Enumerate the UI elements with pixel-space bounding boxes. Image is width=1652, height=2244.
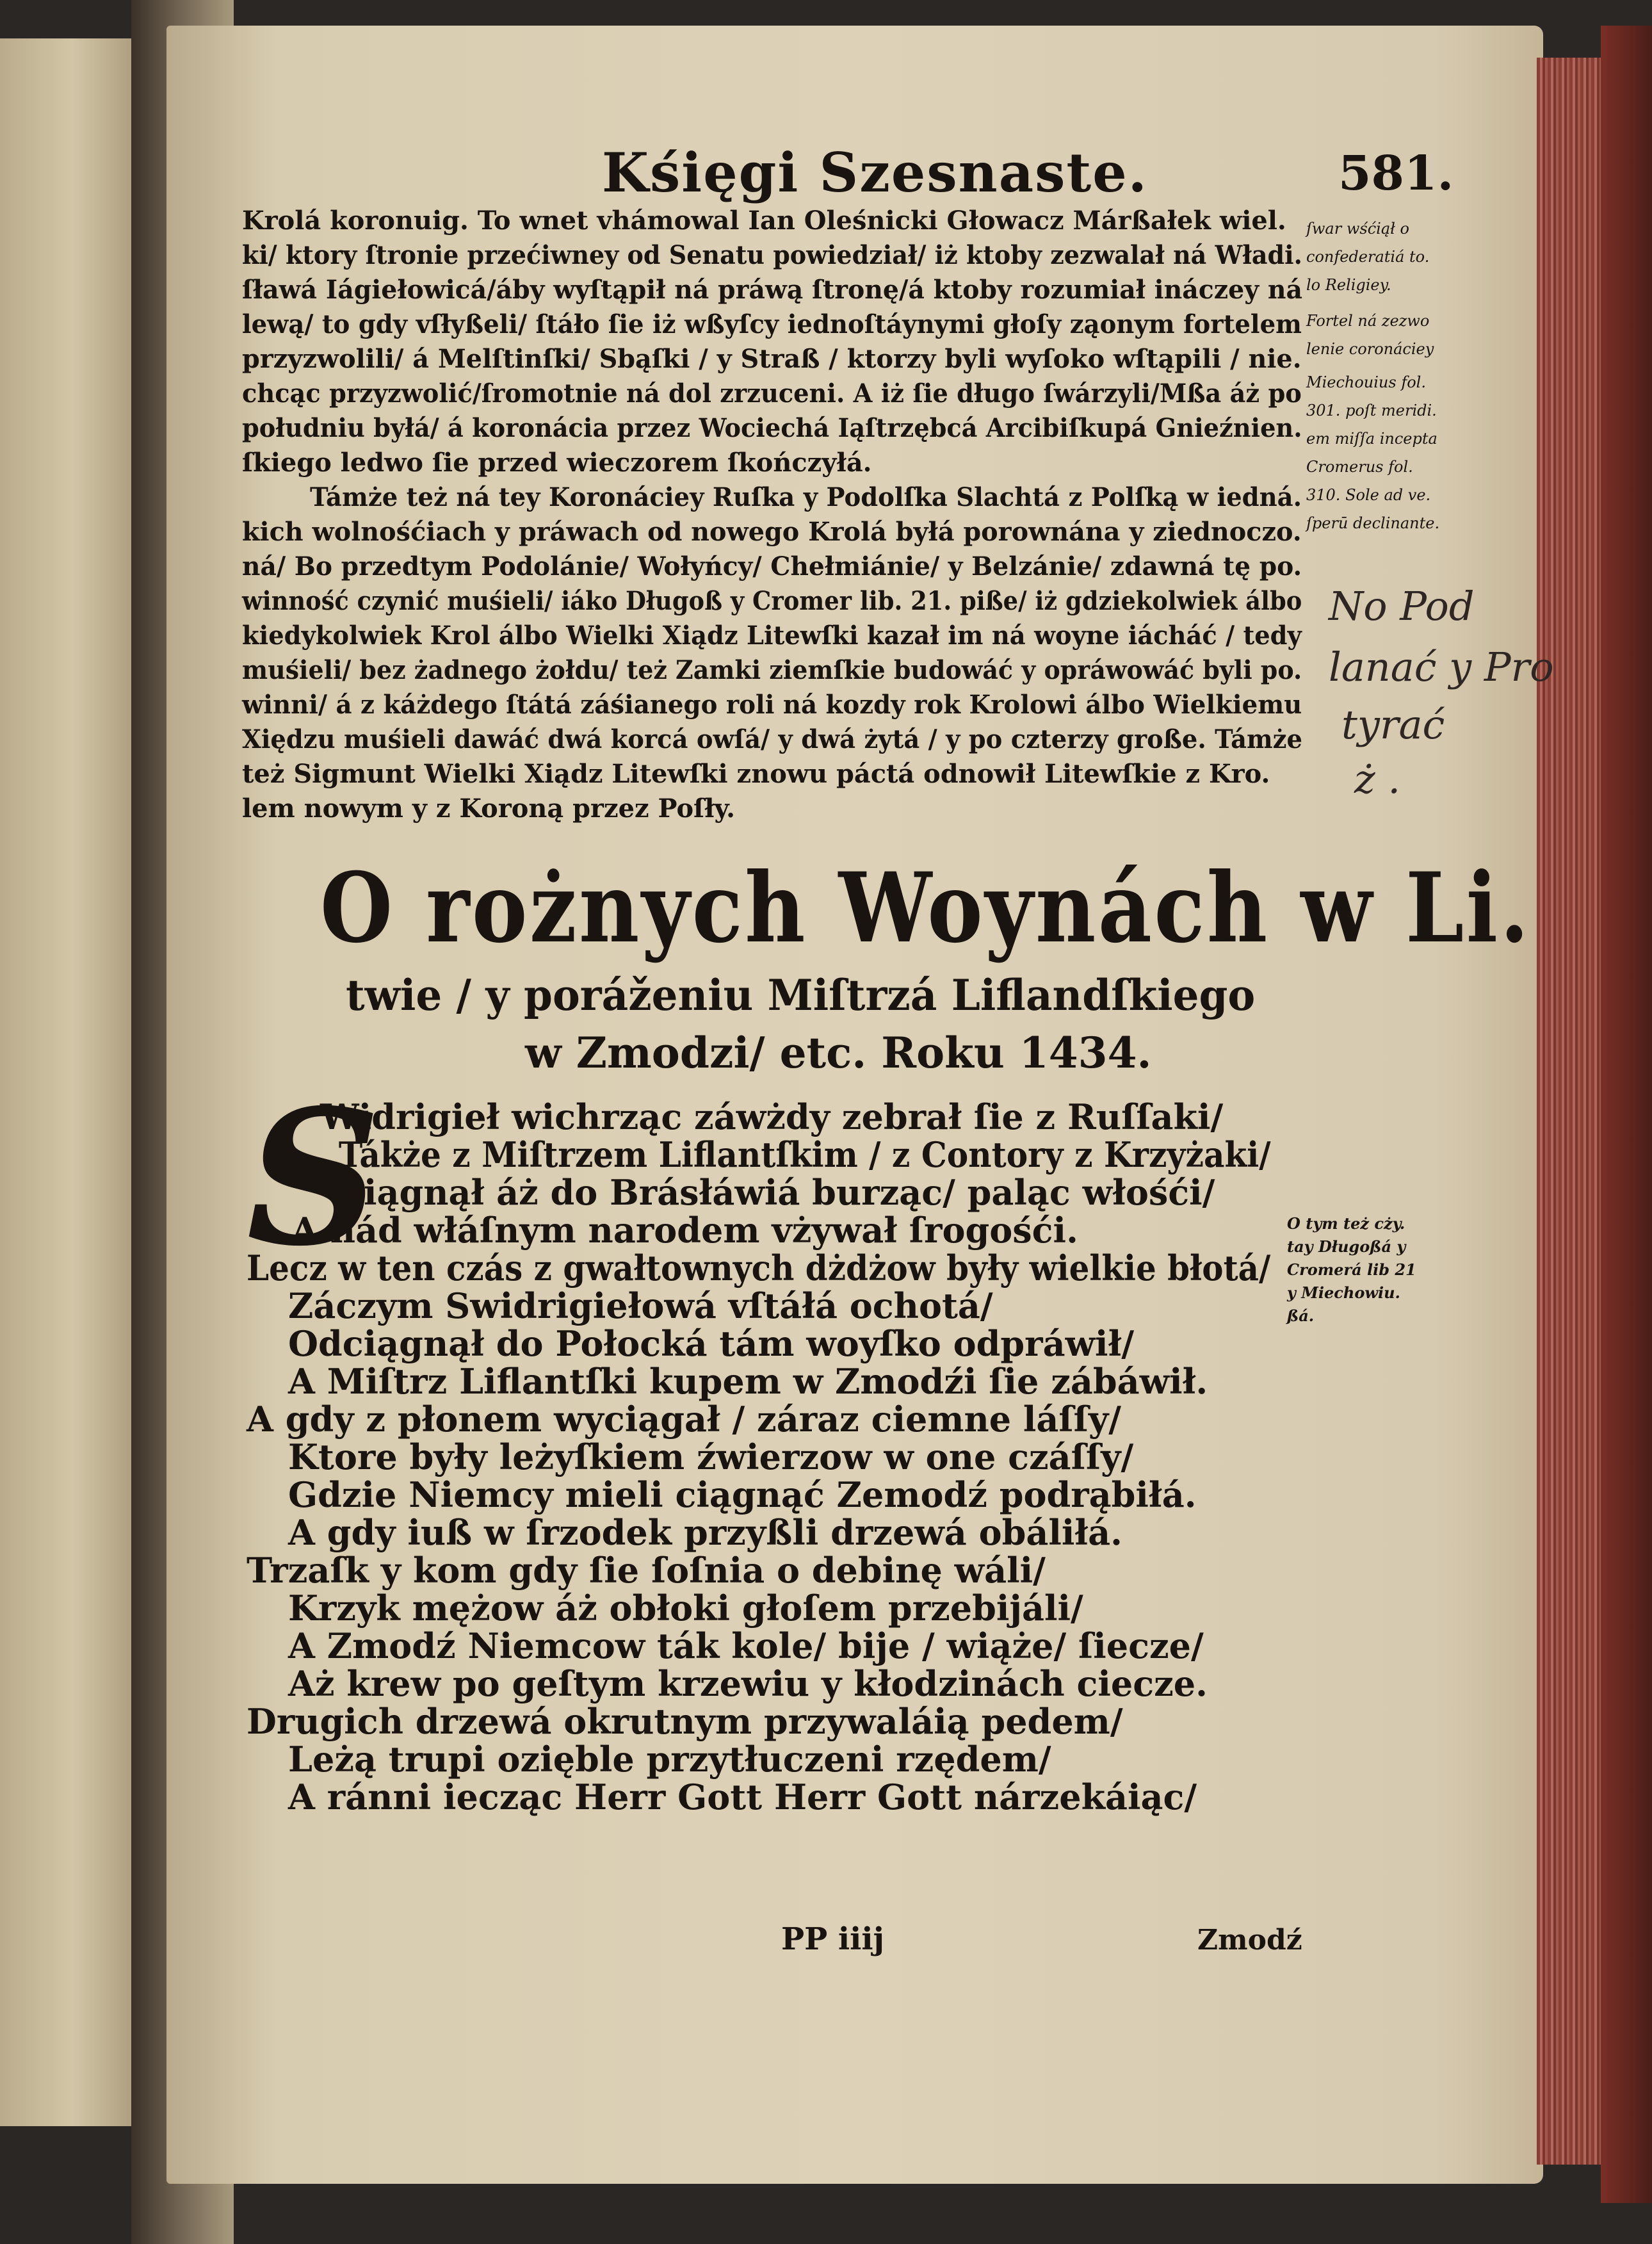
chapter-title: O rożnych Woynách w Li. bbox=[320, 852, 1532, 964]
prose-line: winni/ á z káżdego ſtátá záśianego roli ná kozdy rok Krolowi álbo Wielkiemu bbox=[242, 690, 1302, 720]
chapter-date-line: w Zmodzi/ etc. Roku 1434. bbox=[525, 1028, 1152, 1078]
margin-note: ſwar wśćiął o bbox=[1306, 220, 1409, 238]
prose-line: ſławá Iágiełowicá/áby wyſtąpił ná práwą ſtronę/á ktoby rozumiał ináczey ná bbox=[242, 275, 1303, 305]
left-page-edge bbox=[0, 38, 144, 2126]
prose-line: też Sigmunt Wielki Xiądz Litewſki znowu páctá odnowił Litewſkie z Kro. bbox=[242, 759, 1270, 789]
chapter-subtitle: twie / y poráženiu Miſtrzá Liflandſkiego bbox=[346, 970, 1256, 1020]
verse-line: A gdy iuß w ſrzodek przyßli drzewá obáliłá. bbox=[288, 1512, 1122, 1553]
verse-line: Záczym Swidrigiełowá vſtáłá ochotá/ bbox=[288, 1285, 993, 1326]
margin-note: ſperū declinante. bbox=[1306, 514, 1440, 532]
drop-cap: S bbox=[247, 1069, 381, 1287]
catchword: Zmodź bbox=[1197, 1924, 1302, 1956]
prose-line: lem nowym y z Koroną przez Poſły. bbox=[242, 793, 736, 824]
side-note-line: ßá. bbox=[1287, 1306, 1315, 1325]
prose-line: lewą/ to gdy vſłyßeli/ ſtáło ſie iż wßyſcy iednoſtáynymi głoſy ząonym fortelem bbox=[242, 309, 1302, 339]
side-note bbox=[1287, 1212, 1479, 1328]
book-cover-edge bbox=[1601, 26, 1652, 2203]
prose-line: muśieli/ bez żadnego żołdu/ też Zamki ziemſkie budowáć y opráwowáć byli po. bbox=[242, 655, 1302, 685]
verse-line: A gdy z płonem wyciągał / zárаz ciemne láſſy/ bbox=[247, 1399, 1121, 1440]
verse-line: Lecz w ten czás z gwałtownych dżdżow były wielkie błotá/ bbox=[247, 1248, 1271, 1289]
prose-block bbox=[242, 204, 1305, 826]
margin-note: Miechouius fol. bbox=[1306, 373, 1426, 391]
prose-line: winność czynić muśieli/ iáko Długoß y Cromer lib. 21. piße/ iż gdziekolwiek álbo bbox=[242, 586, 1302, 616]
handwriting-line: ż . bbox=[1354, 756, 1401, 802]
verse-line: Ciągnął áż do Brásłáwiá burząc/ paląc włośći/ bbox=[336, 1172, 1215, 1213]
margin-notes bbox=[1306, 215, 1524, 537]
margin-note: Fortel ná zezwo bbox=[1306, 312, 1430, 330]
margin-note: lenie coronáciey bbox=[1306, 340, 1434, 358]
verse-line: Krzyk mężow áż obłoki głoſem przebijáli/ bbox=[288, 1588, 1083, 1629]
verse-line: Ktore były leżyſkiem źwierzow w one czáſſy/ bbox=[288, 1436, 1134, 1477]
verse-line: Leżą trupi ozięble przytłuczeni rzędem/ bbox=[288, 1739, 1051, 1780]
verse-line: A Miſtrz Liflantſki kupem w Zmodźi ſie zábáwił. bbox=[288, 1361, 1208, 1402]
verse-line: A ránni iecząc Herr Gott Herr Gott nárzekáiąc/ bbox=[288, 1776, 1197, 1817]
handwriting-line: tyrać bbox=[1341, 701, 1445, 748]
verse-line: Trzaſk y kom gdy ſie ſoſnia o debinę wáli/ bbox=[247, 1550, 1046, 1591]
running-head: Kśięgi Szesnaste. bbox=[602, 141, 1148, 204]
prose-line: kiedykolwiek Krol álbo Wielki Xiądz Litewſki kazał im ná woyne iácháć / tedy bbox=[242, 621, 1302, 651]
prose-line: ná/ Bo przedtym Podolánie/ Wołyńcy/ Chełmiánie/ y Belzánie/ zdawná tę po. bbox=[242, 551, 1302, 581]
prose-line: Krolá koronuig. To wnet vhámowal Ian Oleśnicki Głowacz Márßałek wiel. bbox=[242, 206, 1286, 236]
margin-note: 310. Sole ad ve. bbox=[1306, 486, 1431, 504]
verse-line: Drugich drzewá okrutnym przywaláią pedem/ bbox=[247, 1701, 1123, 1742]
prose-line: chcąc przyzwolić/ſromotnie ná dol zrzuceni. A iż ſie długo ſwárzyli/Mßa áż po bbox=[242, 378, 1302, 409]
verse-line: A Zmodź Niemcow ták kole/ bije / wiąże/ ſiecze/ bbox=[288, 1625, 1204, 1666]
handwriting-line: No Pod bbox=[1329, 583, 1475, 630]
margin-note: confederatiá to. bbox=[1306, 248, 1430, 266]
margin-note: lo Religiey. bbox=[1306, 276, 1391, 294]
prose-line: ſkiego ledwo ſie przed wieczorem ſkończyłá. bbox=[242, 448, 872, 478]
signature-mark: PP iiij bbox=[781, 1921, 884, 1957]
handwriting-line: lanać y Pro bbox=[1329, 644, 1554, 690]
prose-line: Xiędzu muśieli dawáć dwá korcá owſá/ y dwá żytá / y po czterzy große. Támże bbox=[242, 724, 1302, 754]
margin-note: em miſſa incepta bbox=[1306, 430, 1437, 448]
prose-line: ki/ ktory ſtronie przećiwney od Senatu powiedział/ iż ktoby zezwalał ná Władi. bbox=[242, 240, 1302, 270]
verse-block bbox=[247, 1098, 1271, 1816]
verse-line: Odciągnął do Połocká tám woyſko odpráwił/ bbox=[288, 1323, 1135, 1364]
side-note-line: Cromerá lib 21 bbox=[1287, 1260, 1416, 1279]
page-number: 581. bbox=[1338, 146, 1454, 201]
side-note-line: O tym też cży. bbox=[1287, 1214, 1405, 1233]
side-note-line: y Miechowiu. bbox=[1287, 1283, 1400, 1302]
handwritten-annotation bbox=[1329, 583, 1554, 813]
prose-line: kich wolnośćiach y práwach od nowego Krolá byłá porownána y ziednoczo. bbox=[242, 517, 1302, 547]
margin-note: 301. poſt meridi. bbox=[1306, 402, 1437, 419]
verse-line: Aż krew po geſtym krzewiu y kłodzinách ciecze. bbox=[288, 1663, 1208, 1704]
margin-note: Cromerus fol. bbox=[1306, 458, 1413, 476]
prose-line: południu byłá/ á koronácia przez Wociechá Iąſtrzębcá Arcibiſkupá Gnieźnien. bbox=[242, 413, 1302, 443]
prose-line: przyzwolili/ á Melſtinſki/ Sbąſki / y Straß / ktorzy byli wyſoko wſtąpili / nie. bbox=[242, 344, 1302, 374]
verse-line: Tákże z Miſtrzem Liflantſkim / z Contory z Krzyżaki/ bbox=[338, 1134, 1271, 1175]
verse-line: Widrigieł wichrząc záwżdy zebrał ſie z Ruſſaki/ bbox=[320, 1096, 1224, 1137]
side-note-line: tay Długoßá y bbox=[1287, 1237, 1406, 1256]
prose-line: Támże też ná tey Koronáciey Ruſka y Podolſka Slachtá z Polſką w iedná. bbox=[310, 482, 1302, 512]
verse-line: A nád włáſnym narodem vżywał ſrogośći. bbox=[291, 1210, 1078, 1251]
verse-line: Gdzie Niemcy mieli ciągnąć Zemodź podrąbiłá. bbox=[288, 1474, 1197, 1515]
